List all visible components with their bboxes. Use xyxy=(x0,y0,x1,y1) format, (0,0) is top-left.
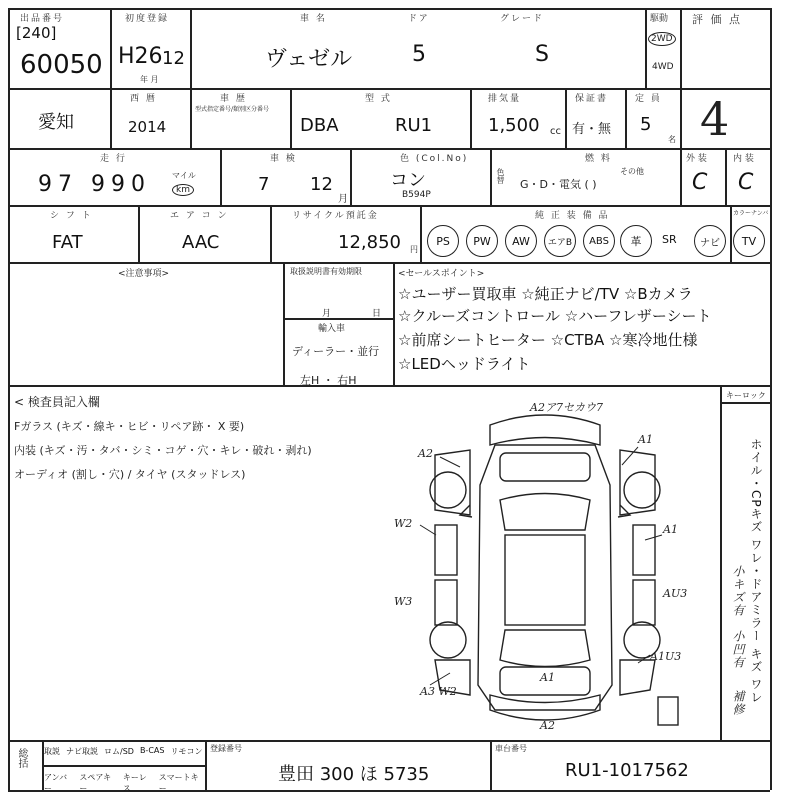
capacity-value: 5 xyxy=(640,114,652,135)
damage-front-right: A1 xyxy=(638,433,653,446)
region: 愛知 xyxy=(38,112,74,133)
plate-label: 登録番号 xyxy=(210,744,242,753)
right-note-4: 補修 xyxy=(731,690,745,716)
item-rom-sd: ロム/SD xyxy=(104,747,134,756)
capacity-label: 定 員 xyxy=(635,94,662,104)
import-label: 輸入車 xyxy=(318,324,346,334)
insp-month: 12 xyxy=(310,174,333,195)
damage-right-quarter: A1U3 xyxy=(650,650,682,663)
damage-front: A2ア7セカウ7 xyxy=(530,401,603,414)
year-label: 西 暦 xyxy=(130,94,157,104)
month-unit: 年 月 xyxy=(140,75,159,84)
model-label: 車 名 xyxy=(300,14,327,24)
item-manual: 取説 xyxy=(44,747,60,756)
displacement-value: 1,500 xyxy=(488,115,540,136)
interior-value: C xyxy=(738,170,754,195)
drive-2wd: 2WD xyxy=(648,32,676,46)
damage-left-quarter: A3 W2 xyxy=(420,685,457,698)
import-dealer: ディーラー・並行 xyxy=(292,345,380,358)
exterior-label: 外 装 xyxy=(686,154,707,164)
equipment-leather: 革 xyxy=(620,225,652,257)
score-label: 評 価 点 xyxy=(692,13,742,26)
lot-number: 60050 xyxy=(20,50,103,80)
damage-right-rear-door: AU3 xyxy=(663,587,688,600)
sales-point-3: ☆前席シートヒーター ☆CTBA ☆寒冷地仕様 xyxy=(398,331,698,349)
mileage-label: 走 行 xyxy=(100,154,127,164)
score-value: 4 xyxy=(700,92,730,146)
door-label: ドア xyxy=(408,14,430,24)
audio-note: オーディオ (割し・穴) / タイヤ (スタッドレス) xyxy=(14,468,246,481)
capacity-unit: 名 xyxy=(668,135,676,144)
manual-month: 月 xyxy=(322,309,332,319)
item-smart-key: スマートキー xyxy=(158,773,199,793)
ac-label: エ ア コ ン xyxy=(170,211,229,221)
recycle-unit: 円 xyxy=(410,245,418,254)
ac-value: AAC xyxy=(182,232,220,253)
damage-front-left: A2 xyxy=(418,447,433,460)
equipment-abs: ABS xyxy=(583,225,615,257)
grade-label: グレード xyxy=(500,14,545,24)
item-keyless: キーレス xyxy=(122,773,147,793)
damage-left-door: W2 xyxy=(394,517,413,530)
equipment-tv: TV xyxy=(733,225,765,257)
summary-label: 総括 xyxy=(16,748,27,768)
drive-4wd: 4WD xyxy=(652,62,674,72)
right-note: ホイル・CPキズ ワレ・ドアミラー キズ ワレ xyxy=(749,438,763,705)
manual-label: 取扱説明書有効期限 xyxy=(290,267,362,276)
mileage-unit: km xyxy=(172,184,194,196)
frame-value: RU1-1017562 xyxy=(565,760,689,781)
item-number: アンバー xyxy=(44,773,68,793)
type-prefix: DBA xyxy=(300,115,339,136)
equipment-sr: SR xyxy=(662,233,677,246)
equipment-ps: PS xyxy=(427,225,459,257)
fuel-other: その他 xyxy=(620,167,644,176)
recycle-value: 12,850 xyxy=(338,232,401,253)
mileage-value: 97 990 xyxy=(38,172,151,197)
item-navi-manual: ナビ取説 xyxy=(66,747,98,756)
equipment-aw: AW xyxy=(505,225,537,257)
inspection-title: < 検査員記入欄 xyxy=(14,395,100,409)
mile-label: マイル xyxy=(172,171,196,180)
first-reg-label: 初度登録 xyxy=(125,14,170,24)
sales-point-4: ☆LEDヘッドライト xyxy=(398,355,531,373)
shift-value: FAT xyxy=(52,232,83,253)
manual-day: 日 xyxy=(372,309,382,319)
model-name: ヴェゼル xyxy=(265,47,353,72)
door-count: 5 xyxy=(412,42,426,67)
exterior-value: C xyxy=(692,170,708,195)
car-damage-diagram xyxy=(394,401,720,735)
fuel-value: G・D・電気 ( ) xyxy=(520,178,597,191)
sales-label: <セールスポイント> xyxy=(398,269,485,279)
frame-label: 車台番号 xyxy=(495,744,527,753)
equipment-label: 純 正 装 備 品 xyxy=(535,211,610,221)
handle-side: 左H ・ 右H xyxy=(300,374,357,387)
item-spare-key: スペアキー xyxy=(79,773,112,793)
year-value: 2014 xyxy=(128,118,167,136)
inspection-label: 車 検 xyxy=(270,154,297,164)
keyless-label: キーロック xyxy=(726,391,766,400)
shift-label: シ フ ト xyxy=(50,211,93,221)
right-note-2: 小キズ有 xyxy=(731,565,745,617)
cert-sub: 型式指定番号/類別区分番号 xyxy=(195,106,270,113)
damage-rear: A2 xyxy=(540,719,555,732)
damage-right-door: A1 xyxy=(663,523,678,536)
notes-label: <注意事項> xyxy=(118,269,170,279)
interior-label: 内 装 xyxy=(733,154,754,164)
type-code: RU1 xyxy=(395,115,433,136)
type-label: 型 式 xyxy=(365,94,392,104)
damage-left-rear-door: W3 xyxy=(394,595,413,608)
recycle-label: リサイクル預託金 xyxy=(292,211,379,221)
drive-label: 駆動 xyxy=(650,14,669,24)
equipment-pw: PW xyxy=(466,225,498,257)
lot-prefix: [240] xyxy=(16,24,57,42)
plate-value: 豊田 300 ほ 5735 xyxy=(278,764,430,785)
lot-label: 出品番号 xyxy=(20,14,65,24)
cc-unit: cc xyxy=(550,126,561,137)
interior-note: 内装 (キズ・汚・タバ・シミ・コゲ・穴・キレ・破れ・剥れ) xyxy=(14,444,312,457)
item-remote: リモコン xyxy=(170,747,203,756)
damage-trunk: A1 xyxy=(540,671,555,684)
insp-unit: 月 xyxy=(338,194,348,205)
color-change-label: 色替 xyxy=(496,168,505,184)
warranty-label: 保証書 xyxy=(575,94,609,104)
item-bcas: B-CAS xyxy=(139,746,165,755)
items-row-2 xyxy=(44,772,204,794)
displacement-label: 排気量 xyxy=(488,94,522,104)
equipment-airbag: エアB xyxy=(544,225,576,257)
items-row-1 xyxy=(44,746,204,757)
warranty-value: 有・無 xyxy=(572,122,612,137)
grade-value: S xyxy=(535,42,549,67)
sales-point-2: ☆クルーズコントロール ☆ハーフレザーシート xyxy=(398,307,712,325)
car-number-label: カラーナンバ xyxy=(733,210,769,217)
sales-point-1: ☆ユーザー買取車 ☆純正ナビ/TV ☆Bカメラ xyxy=(398,285,693,303)
color-value: コン xyxy=(390,170,426,191)
cert-label: 車 歴 xyxy=(220,94,247,104)
glass-note: Fガラス (キズ・線キ・ヒビ・リペア跡・ X 要) xyxy=(14,420,245,433)
right-note-3: 小凹有 xyxy=(731,630,745,669)
first-reg-year: H26 xyxy=(118,44,163,69)
first-reg-month: 12 xyxy=(162,48,185,69)
insp-year: 7 xyxy=(258,174,270,195)
color-code: B594P xyxy=(402,190,431,200)
color-label: 色 (Col.No) xyxy=(400,154,469,164)
fuel-label: 燃 料 xyxy=(585,154,612,164)
equipment-navi: ナビ xyxy=(694,225,726,257)
